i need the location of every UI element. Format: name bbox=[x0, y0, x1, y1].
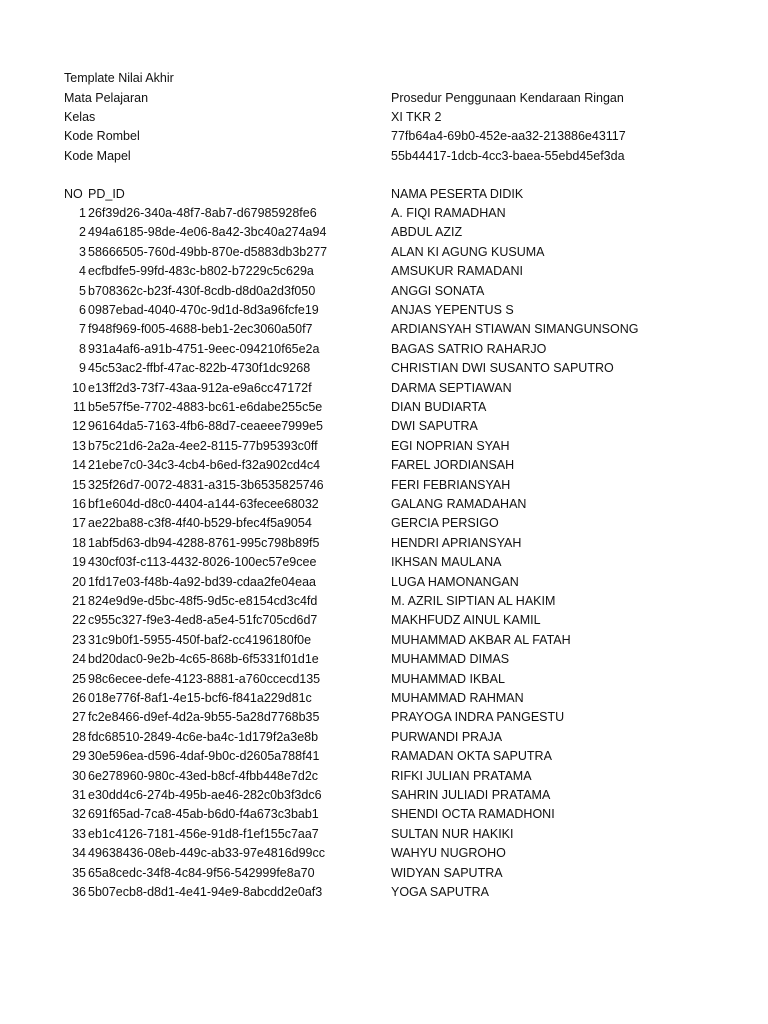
meta-value: XI TKR 2 bbox=[391, 110, 442, 124]
row-pd-id: 31c9b0f1-5955-450f-baf2-cc4196180f0e bbox=[88, 633, 312, 647]
row-student-name: ANGGI SONATA bbox=[391, 284, 485, 298]
table-row bbox=[0, 728, 768, 747]
row-student-name: SHENDI OCTA RAMADHONI bbox=[391, 807, 555, 821]
row-pd-id: ae22ba88-c3f8-4f40-b529-bfec4f5a9054 bbox=[88, 516, 312, 530]
row-number: 12 bbox=[72, 419, 86, 433]
row-student-name: GERCIA PERSIGO bbox=[391, 516, 499, 530]
row-student-name: WIDYAN SAPUTRA bbox=[391, 866, 503, 880]
meta-label: Kelas bbox=[64, 110, 96, 124]
row-student-name: DARMA SEPTIAWAN bbox=[391, 381, 512, 395]
row-number: 32 bbox=[72, 807, 86, 821]
table-row bbox=[0, 650, 768, 669]
row-number: 27 bbox=[72, 710, 86, 724]
row-pd-id: 430cf03f-c113-4432-8026-100ec57e9cee bbox=[88, 555, 317, 569]
table-row bbox=[0, 573, 768, 592]
row-number: 36 bbox=[72, 885, 86, 899]
table-row bbox=[0, 670, 768, 689]
row-student-name: MUHAMMAD RAHMAN bbox=[391, 691, 524, 705]
row-number: 6 bbox=[79, 303, 86, 317]
row-student-name: RAMADAN OKTA SAPUTRA bbox=[391, 749, 552, 763]
header-no: NO bbox=[64, 187, 83, 201]
row-number: 14 bbox=[72, 458, 86, 472]
row-number: 16 bbox=[72, 497, 86, 511]
row-student-name: FERI FEBRIANSYAH bbox=[391, 478, 511, 492]
table-row bbox=[0, 262, 768, 281]
row-pd-id: 96164da5-7163-4fb6-88d7-ceaeee7999e5 bbox=[88, 419, 323, 433]
table-row bbox=[0, 825, 768, 844]
table-row bbox=[0, 320, 768, 339]
meta-row-kelas bbox=[0, 108, 768, 127]
row-student-name: LUGA HAMONANGAN bbox=[391, 575, 519, 589]
meta-label: Mata Pelajaran bbox=[64, 91, 149, 105]
row-student-name: MUHAMMAD IKBAL bbox=[391, 672, 505, 686]
row-pd-id: b5e57f5e-7702-4883-bc61-e6dabe255c5e bbox=[88, 400, 323, 414]
row-number: 15 bbox=[72, 478, 86, 492]
table-row bbox=[0, 883, 768, 902]
meta-value: Prosedur Penggunaan Kendaraan Ringan bbox=[391, 91, 624, 105]
row-pd-id: 6e278960-980c-43ed-b8cf-4fbb448e7d2c bbox=[88, 769, 319, 783]
row-number: 28 bbox=[72, 730, 86, 744]
table-row bbox=[0, 379, 768, 398]
row-pd-id: 49638436-08eb-449c-ab33-97e4816d99cc bbox=[88, 846, 326, 860]
row-student-name: M. AZRIL SIPTIAN AL HAKIM bbox=[391, 594, 556, 608]
row-student-name: MUHAMMAD DIMAS bbox=[391, 652, 510, 666]
row-number: 8 bbox=[79, 342, 86, 356]
table-row bbox=[0, 786, 768, 805]
row-student-name: ANJAS YEPENTUS S bbox=[391, 303, 514, 317]
row-number: 23 bbox=[72, 633, 86, 647]
table-row bbox=[0, 592, 768, 611]
row-pd-id: 58666505-760d-49bb-870e-d5883db3b277 bbox=[88, 245, 328, 259]
row-pd-id: 98c6ecee-defe-4123-8881-a760ccecd135 bbox=[88, 672, 321, 686]
table-row bbox=[0, 514, 768, 533]
table-row bbox=[0, 437, 768, 456]
table-row bbox=[0, 340, 768, 359]
row-pd-id: f948f969-f005-4688-beb1-2ec3060a50f7 bbox=[88, 322, 313, 336]
row-pd-id: 21ebe7c0-34c3-4cb4-b6ed-f32a902cd4c4 bbox=[88, 458, 321, 472]
table-row bbox=[0, 747, 768, 766]
row-student-name: ARDIANSYAH STIAWAN SIMANGUNSONG bbox=[391, 322, 639, 336]
row-pd-id: 0987ebad-4040-470c-9d1d-8d3a96fcfe19 bbox=[88, 303, 319, 317]
row-pd-id: e13ff2d3-73f7-43aa-912a-e9a6cc47172f bbox=[88, 381, 312, 395]
row-pd-id: fdc68510-2849-4c6e-ba4c-1d179f2a3e8b bbox=[88, 730, 319, 744]
meta-label: Kode Mapel bbox=[64, 149, 131, 163]
row-student-name: MAKHFUDZ AINUL KAMIL bbox=[391, 613, 541, 627]
row-student-name: MUHAMMAD AKBAR AL FATAH bbox=[391, 633, 571, 647]
row-number: 5 bbox=[79, 284, 86, 298]
row-pd-id: 5b07ecb8-d8d1-4e41-94e9-8abcdd2e0af3 bbox=[88, 885, 323, 899]
table-row bbox=[0, 534, 768, 553]
meta-row-kode-mapel bbox=[0, 147, 768, 166]
row-number: 33 bbox=[72, 827, 86, 841]
table-row bbox=[0, 864, 768, 883]
table-row bbox=[0, 631, 768, 650]
table-row bbox=[0, 495, 768, 514]
table-row bbox=[0, 767, 768, 786]
row-student-name: YOGA SAPUTRA bbox=[391, 885, 489, 899]
row-number: 3 bbox=[79, 245, 86, 259]
row-number: 29 bbox=[72, 749, 86, 763]
row-number: 1 bbox=[79, 206, 86, 220]
row-student-name: PRAYOGA INDRA PANGESTU bbox=[391, 710, 565, 724]
row-pd-id: 1fd17e03-f48b-4a92-bd39-cdaa2fe04eaa bbox=[88, 575, 316, 589]
row-pd-id: 30e596ea-d596-4daf-9b0c-d2605a788f41 bbox=[88, 749, 320, 763]
row-student-name: A. FIQI RAMADHAN bbox=[391, 206, 506, 220]
row-number: 21 bbox=[72, 594, 86, 608]
row-student-name: BAGAS SATRIO RAHARJO bbox=[391, 342, 547, 356]
row-number: 24 bbox=[72, 652, 86, 666]
row-student-name: IKHSAN MAULANA bbox=[391, 555, 502, 569]
row-number: 10 bbox=[72, 381, 86, 395]
row-number: 35 bbox=[72, 866, 86, 880]
document-title: Template Nilai Akhir bbox=[64, 71, 174, 85]
row-number: 26 bbox=[72, 691, 86, 705]
row-pd-id: 65a8cedc-34f8-4c84-9f56-542999fe8a70 bbox=[88, 866, 315, 880]
meta-row-kode-rombel bbox=[0, 127, 768, 146]
row-number: 31 bbox=[72, 788, 86, 802]
table-row bbox=[0, 611, 768, 630]
table-row bbox=[0, 456, 768, 475]
row-student-name: CHRISTIAN DWI SUSANTO SAPUTRO bbox=[391, 361, 614, 375]
table-row bbox=[0, 689, 768, 708]
row-pd-id: eb1c4126-7181-456e-91d8-f1ef155c7aa7 bbox=[88, 827, 319, 841]
row-number: 34 bbox=[72, 846, 86, 860]
meta-label: Kode Rombel bbox=[64, 129, 140, 143]
header-nama: NAMA PESERTA DIDIK bbox=[391, 187, 524, 201]
row-pd-id: bd20dac0-9e2b-4c65-868b-6f5331f01d1e bbox=[88, 652, 319, 666]
table-row bbox=[0, 301, 768, 320]
row-student-name: DWI SAPUTRA bbox=[391, 419, 478, 433]
row-number: 4 bbox=[79, 264, 86, 278]
row-pd-id: 1abf5d63-db94-4288-8761-995c798b89f5 bbox=[88, 536, 320, 550]
row-pd-id: fc2e8466-d9ef-4d2a-9b55-5a28d7768b35 bbox=[88, 710, 320, 724]
row-pd-id: b75c21d6-2a2a-4ee2-8115-77b95393c0ff bbox=[88, 439, 318, 453]
row-pd-id: 691f65ad-7ca8-45ab-b6d0-f4a673c3bab1 bbox=[88, 807, 319, 821]
table-row bbox=[0, 844, 768, 863]
row-student-name: ABDUL AZIZ bbox=[391, 225, 463, 239]
row-pd-id: 824e9d9e-d5bc-48f5-9d5c-e8154cd3c4fd bbox=[88, 594, 318, 608]
row-student-name: ALAN KI AGUNG KUSUMA bbox=[391, 245, 545, 259]
row-student-name: EGI NOPRIAN SYAH bbox=[391, 439, 510, 453]
table-row bbox=[0, 708, 768, 727]
row-number: 7 bbox=[79, 322, 86, 336]
row-student-name: RIFKI JULIAN PRATAMA bbox=[391, 769, 532, 783]
table-row bbox=[0, 417, 768, 436]
table-row bbox=[0, 204, 768, 223]
table-row bbox=[0, 223, 768, 242]
meta-row-mata-pelajaran bbox=[0, 89, 768, 108]
row-student-name: HENDRI APRIANSYAH bbox=[391, 536, 522, 550]
row-number: 17 bbox=[72, 516, 86, 530]
row-student-name: SULTAN NUR HAKIKI bbox=[391, 827, 514, 841]
table-row bbox=[0, 398, 768, 417]
meta-value: 77fb64a4-69b0-452e-aa32-213886e43117 bbox=[391, 129, 626, 143]
row-pd-id: 45c53ac2-ffbf-47ac-822b-4730f1dc9268 bbox=[88, 361, 311, 375]
row-pd-id: 26f39d26-340a-48f7-8ab7-d67985928fe6 bbox=[88, 206, 317, 220]
row-pd-id: 494a6185-98de-4e06-8a42-3bc40a274a94 bbox=[88, 225, 327, 239]
row-pd-id: c955c327-f9e3-4ed8-a5e4-51fc705cd6d7 bbox=[88, 613, 318, 627]
row-number: 13 bbox=[72, 439, 86, 453]
row-number: 19 bbox=[72, 555, 86, 569]
table-row bbox=[0, 553, 768, 572]
row-number: 18 bbox=[72, 536, 86, 550]
row-number: 11 bbox=[73, 400, 86, 414]
row-student-name: WAHYU NUGROHO bbox=[391, 846, 506, 860]
row-pd-id: 325f26d7-0072-4831-a315-3b6535825746 bbox=[88, 478, 324, 492]
table-row bbox=[0, 282, 768, 301]
row-student-name: GALANG RAMADAHAN bbox=[391, 497, 527, 511]
table-row bbox=[0, 243, 768, 262]
meta-value: 55b44417-1dcb-4cc3-baea-55ebd45ef3da bbox=[391, 149, 625, 163]
row-student-name: DIAN BUDIARTA bbox=[391, 400, 487, 414]
table-row bbox=[0, 805, 768, 824]
row-pd-id: 018e776f-8af1-4e15-bcf6-f841a229d81c bbox=[88, 691, 312, 705]
row-pd-id: ecfbdfe5-99fd-483c-b802-b7229c5c629a bbox=[88, 264, 314, 278]
row-number: 20 bbox=[72, 575, 86, 589]
table-row bbox=[0, 476, 768, 495]
header-pd-id: PD_ID bbox=[88, 187, 125, 201]
row-number: 2 bbox=[79, 225, 86, 239]
row-pd-id: 931a4af6-a91b-4751-9eec-094210f65e2a bbox=[88, 342, 320, 356]
row-student-name: PURWANDI PRAJA bbox=[391, 730, 503, 744]
row-pd-id: bf1e604d-d8c0-4404-a144-63fecee68032 bbox=[88, 497, 319, 511]
row-number: 9 bbox=[79, 361, 86, 375]
row-number: 30 bbox=[72, 769, 86, 783]
row-student-name: FAREL JORDIANSAH bbox=[391, 458, 515, 472]
table-header bbox=[0, 185, 768, 204]
row-student-name: AMSUKUR RAMADANI bbox=[391, 264, 523, 278]
row-pd-id: b708362c-b23f-430f-8cdb-d8d0a2d3f050 bbox=[88, 284, 316, 298]
row-number: 22 bbox=[72, 613, 86, 627]
row-number: 25 bbox=[72, 672, 86, 686]
row-student-name: SAHRIN JULIADI PRATAMA bbox=[391, 788, 551, 802]
row-pd-id: e30dd4c6-274b-495b-ae46-282c0b3f3dc6 bbox=[88, 788, 322, 802]
table-row bbox=[0, 359, 768, 378]
